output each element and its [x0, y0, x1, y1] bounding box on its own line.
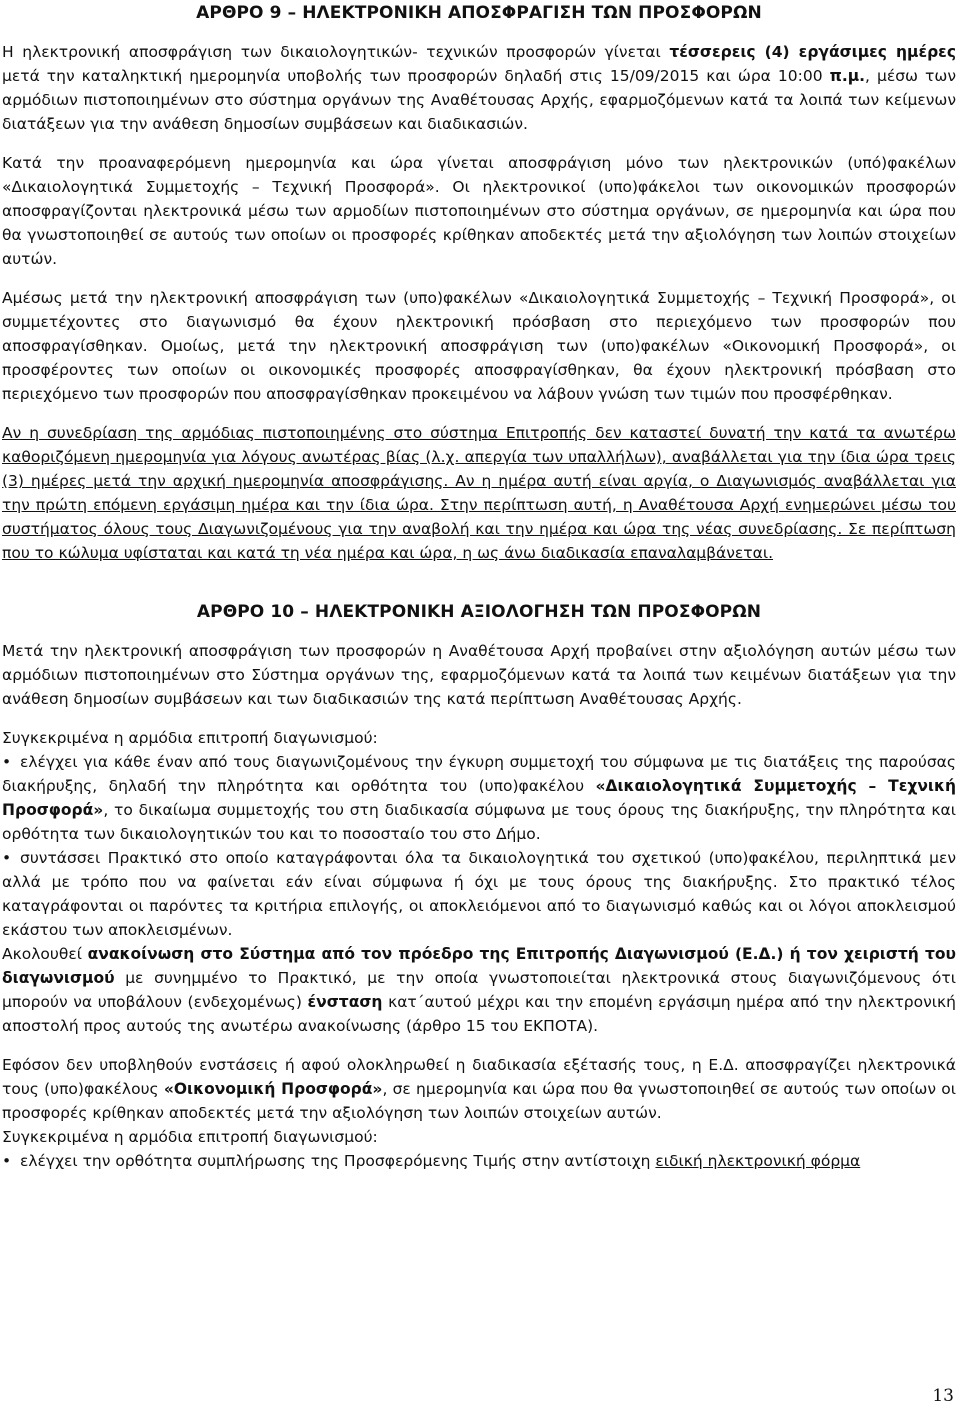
text-run: , το δικαίωμα συμμετοχής του στη διαδικασία σύμφωνα με τους όρους της διακήρυξης, την πληρότητα και ορθότητα των δικαιολογητικών του και το ποσοσταίο του στο Δήμο.: [2, 801, 956, 843]
text-run: ελέγχει για κάθε έναν από τους διαγωνιζομένους την έγκυρη συμμετοχή του σύμφωνα με τις διατάξεις της παρούσας διακήρυξης, δηλαδή την πληρότητα και ορθότητα του (υπο)φακέλου: [2, 753, 956, 795]
text-run: , σε ημερομηνία και ώρα που θα γνωστοποιηθεί σε αυτούς των οποίων οι προσφορές κρίθηκαν αποδεκτές μετά την αξιολόγηση των λοιπών στοιχείων αυτών.: [2, 1080, 956, 1122]
text-run: Ακολουθεί: [2, 945, 88, 963]
page-content: [2, 0, 956, 1173]
bullet-icon: •: [2, 1152, 12, 1170]
article-9-paragraph-3: Αμέσως μετά την ηλεκτρονική αποσφράγιση των (υπο)φακέλων «Δικαιολογητικά Συμμετοχής – Τεχνική Προσφορά», οι συμμετέχοντες στο διαγωνισμό θα έχουν ηλεκτρονική πρόσβαση στο περιεχόμενο των προσφορών που αποσφραγίσθηκαν. Ομοίως, μετά την ηλεκτρονική αποσφράγιση των (υπο)φακέλων «Οικονομική Προσφορά», οι προσφέροντες των οποίων οι οικονομικές προσφορές αποσφραγίσθηκαν, θα έχουν ηλεκτρονική πρόσβαση στο περιεχόμενο των προσφορών που αποσφραγίσθηκαν προκειμένου να λάβουν γνώση των τιμών που προσφέρθηκαν.: [2, 289, 956, 403]
page-number: 13: [932, 1386, 954, 1406]
bullet-item-2: [2, 846, 956, 942]
bullet-item-1: [2, 750, 956, 846]
bullet-item-3: [2, 1149, 956, 1173]
bold-financial-offer: «Οικονομική Προσφορά»: [163, 1080, 383, 1098]
text-run: μετά την καταληκτική ημερομηνία υποβολής των προσφορών δηλαδή στις 15/09/2015 και ώρα 10:00: [2, 67, 830, 85]
article-9-paragraph-2: Κατά την προαναφερόμενη ημερομηνία και ώρα γίνεται αποσφράγιση μόνο των ηλεκτρονικών (υπό)φακέλων «Δικαιολογητικά Συμμετοχής – Τεχνική Προσφορά». Οι ηλεκτρονικοί (υπο)φάκελοι των οικονομικών προσφορών αποσφραγίζονται ηλεκτρονικά μέσω των αρμοδίων πιστοποιημένων στο σύστημα οργάνων, σε ημερομηνία και ώρα που θα γνωστοποιηθεί σε αυτούς των οποίων οι προσφορές κρίθηκαν αποδεκτές μετά την αξιολόγηση των λοιπών στοιχείων αυτών.: [2, 154, 956, 268]
text-run: συντάσσει Πρακτικό στο οποίο καταγράφονται όλα τα δικαιολογητικά του σχετικού (υπο)φακέλου, περιληπτικά μεν αλλά με τρόπο που να φαίνεται εάν είναι σύμφωνα ή όχι με τους όρους της διακήρυξης. Στο πρακτικό τέλος καταγράφονται οι παρόντες τα κριτήρια επιλογής, οι αποκλειόμενοι από το διαγωνισμό καθώς και οι λόγοι αποκλεισμού εκάστου των αποκλεισμένων.: [2, 849, 956, 939]
text-run: Εφόσον δεν υποβληθούν ενστάσεις ή αφού ολοκληρωθεί η διαδικασία εξέτασής τους, η Ε.Δ. αποσφραγίζει ηλεκτρονικά τους (υπο)φακέλους: [2, 1056, 956, 1098]
text-run: ελέγχει την ορθότητα συμπλήρωσης της Προσφερόμενης Τιμής στην αντίστοιχη: [20, 1152, 656, 1170]
text-run: με συνημμένο το Πρακτικό, με την οποία γνωστοποιείται ηλεκτρονικά στους διαγωνιζόμενους ότι μπορούν να υποβάλουν (ενδεχομένως): [2, 969, 956, 1011]
text-run: Η ηλεκτρονική αποσφράγιση των δικαιολογητικών- τεχνικών προσφορών γίνεται: [2, 43, 670, 61]
form-link-text: ειδική ηλεκτρονική φόρμα: [655, 1152, 861, 1170]
article-10-heading: ΑΡΘΡΟ 10 – ΗΛΕΚΤΡΟΝΙΚΗ ΑΞΙΟΛΟΓΗΣΗ ΤΩΝ ΠΡΟΣΦΟΡΩΝ: [196, 602, 762, 622]
bold-envelope-name: «Δικαιολογητικά Συμμετοχής – Τεχνική Προσφορά»: [2, 777, 957, 819]
article-9-paragraph-1: [2, 40, 956, 136]
article-9-paragraph-4: Αν η συνεδρίαση της αρμόδιας πιστοποιημένης στο σύστημα Επιτροπής δεν καταστεί δυνατή την κατά τα ανωτέρω καθοριζόμενη ημερομηνία για λόγους ανωτέρας βίας (λ.χ. απεργία των υπαλλήλων), αναβάλλεται για την ίδια ώρα τρεις (3) ημέρες μετά την αρχική ημερομηνία αποσφράγισης. Αν η ημέρα αυτή είναι αργία, ο Διαγωνισμός αναβάλλεται για την πρώτη επόμενη εργάσιμη ημέρα και την ίδια ώρα. Στην περίπτωση αυτή, η Αναθέτουσα Αρχή ενημερώνει μέσω του συστήματος όλους τους Διαγωνιζομένους για την αναβολή και την ημέρα και ώρα της νέας συνεδρίασης. Σε περίπτωση που το κώλυμα υφίσταται και κατά τη νέα ημέρα και ώρα, η ως άνω διαδικασία επαναλαμβάνεται.: [2, 424, 956, 562]
text-run: κατ΄αυτού μέχρι και την επομένη εργάσιμη ημέρα από την ηλεκτρονική αποστολή προς αυτούς της ανωτέρω ανακοίνωσης (άρθρο 15 του ΕΚΠΟΤΑ).: [2, 993, 956, 1035]
text-run: , μέσω των αρμόδιων πιστοποιημένων στο σύστημα οργάνων της Αναθέτουσας Αρχής, εφαρμοζόμενων κατά τα λοιπά των κείμενων διατάξεων για την ανάθεση δημοσίων συμβάσεων και διαδικασιών.: [2, 67, 957, 133]
bold-objection: ένσταση: [307, 993, 383, 1011]
article-10-paragraph-2: Συγκεκριμένα η αρμόδια επιτροπή διαγωνισμού:: [2, 729, 378, 747]
article-10-paragraph-1: Μετά την ηλεκτρονική αποσφράγιση των προσφορών η Αναθέτουσα Αρχή προβαίνει στην αξιολόγηση αυτών μέσω των αρμόδιων πιστοποιημένων στο Σύστημα οργάνων της, εφαρμοζόμενων κατά τα λοιπά των κειμένων διατάξεων για την ανάθεση δημοσίων συμβάσεων και των διαδικασιών της κατά περίπτωση Αναθέτουσας Αρχής.: [2, 642, 956, 708]
article-10-paragraph-3: [2, 942, 956, 1038]
bullet-icon: •: [2, 849, 12, 867]
bold-announcement: ανακοίνωση στο Σύστημα από τον πρόεδρο της Επιτροπής Διαγωνισμού (Ε.Δ.) ή τον χειριστή του διαγωνισμού: [2, 945, 956, 987]
article-10-paragraph-5: Συγκεκριμένα η αρμόδια επιτροπή διαγωνισμού:: [2, 1128, 378, 1146]
bold-deadline: τέσσερεις (4) εργάσιμες ημέρες: [669, 43, 957, 61]
bold-time-suffix: π.μ.: [829, 67, 866, 85]
bullet-icon: •: [2, 753, 12, 771]
article-9-heading: ΑΡΘΡΟ 9 – ΗΛΕΚΤΡΟΝΙΚΗ ΑΠΟΣΦΡΑΓΙΣΗ ΤΩΝ ΠΡΟΣΦΟΡΩΝ: [196, 3, 762, 23]
article-10-paragraph-4: [2, 1053, 956, 1125]
